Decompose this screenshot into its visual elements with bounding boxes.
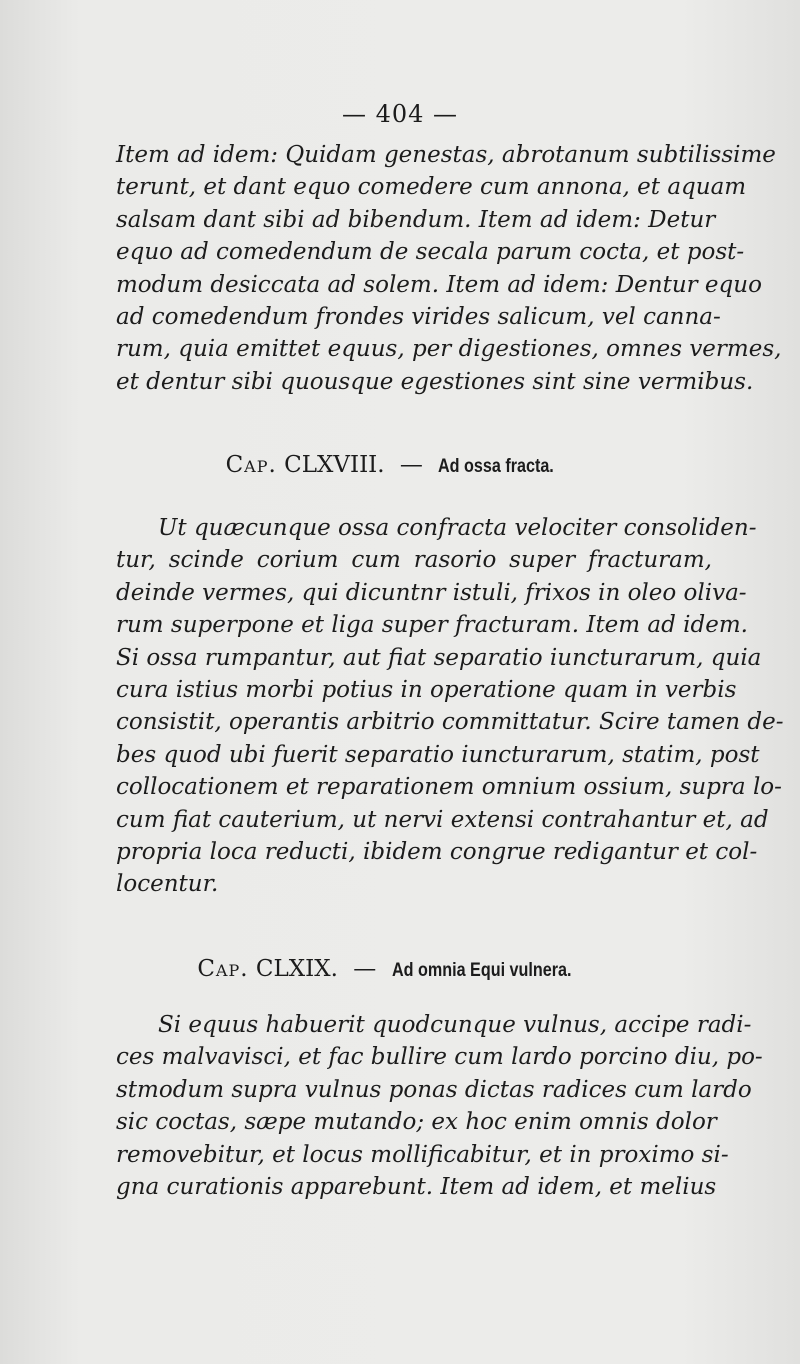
- text-line: stmodum supra vulnus ponas dictas radices cum lardo: [116, 1076, 752, 1103]
- text-line: salsam dant sibi ad bibendum. Item ad idem: Detur: [116, 206, 716, 233]
- text-line: Item ad idem: Quidam genestas, abrotanum subtilissime: [116, 142, 776, 168]
- text-line: Si ossa rumpantur, aut fiat separatio iuncturarum, quia: [116, 644, 762, 671]
- heading-dash: —: [353, 956, 377, 982]
- text-line: collocationem et reparationem omnium ossium, supra lo-: [116, 774, 782, 801]
- text-line: terunt, et dant equo comedere cum annona, et aquam: [116, 174, 747, 201]
- chapter-number: CLXIX.: [255, 956, 338, 982]
- chapter-heading-clxviii: [0, 452, 800, 478]
- text-line: consistit, operantis arbitrio committatur. Scire tamen de-: [116, 709, 784, 736]
- text-line: rum, quia emittet equus, per digestiones, omnes vermes,: [116, 336, 782, 363]
- text-line: gna curationis apparebunt. Item ad idem, et melius: [116, 1174, 717, 1201]
- chapter-label: Cap.: [197, 956, 249, 982]
- chapter-title: Ad omnia Equi vulnera.: [391, 960, 571, 981]
- chapter-heading-clxix: [0, 956, 800, 982]
- text-line: ad comedendum frondes virides salicum, vel canna-: [116, 304, 721, 331]
- chapter-number: CLXVIII.: [284, 452, 385, 478]
- text-line: modum desiccata ad solem. Item ad idem: Dentur equo: [116, 271, 762, 298]
- text-line: sic coctas, sæpe mutando; ex hoc enim omnis dolor: [116, 1109, 717, 1136]
- text-line: ces malvavisci, et fac bullire cum lardo porcino diu, po-: [116, 1044, 763, 1071]
- text-line: removebitur, et locus mollificabitur, et in proximo si-: [116, 1141, 729, 1168]
- heading-dash: —: [399, 452, 423, 478]
- text-line: rum superpone et liga super fracturam. Item ad idem.: [116, 612, 748, 639]
- text-line: tur, scinde corium cum rasorio super fracturam,: [116, 547, 712, 574]
- text-line: Si equus habuerit quodcunque vulnus, accipe radi-: [158, 1012, 752, 1038]
- text-line: locentur.: [116, 871, 219, 898]
- text-line: equo ad comedendum de secala parum cocta, et post-: [116, 239, 745, 266]
- paragraph-2: [116, 512, 784, 901]
- text-line: cum fiat cauterium, ut nervi extensi contrahantur et, ad: [116, 806, 769, 833]
- chapter-title: Ad ossa fracta.: [438, 456, 554, 477]
- text-line: Ut quæcunque ossa confracta velociter consoliden-: [158, 515, 757, 541]
- paragraph-3: [116, 1009, 763, 1203]
- text-line: deinde vermes, qui dicuntnr istuli, frixos in oleo oliva-: [116, 579, 747, 606]
- page-number: — 404 —: [341, 100, 459, 128]
- text-line: et dentur sibi quousque egestiones sint sine vermibus.: [116, 368, 754, 395]
- text-line: bes quod ubi fuerit separatio iuncturarum, statim, post: [116, 741, 760, 768]
- text-line: cura istius morbi potius in operatione quam in verbis: [116, 677, 737, 704]
- text-line: propria loca reducti, ibidem congrue redigantur et col-: [116, 839, 758, 866]
- chapter-label: Cap.: [225, 452, 277, 478]
- paragraph-1: [116, 139, 782, 398]
